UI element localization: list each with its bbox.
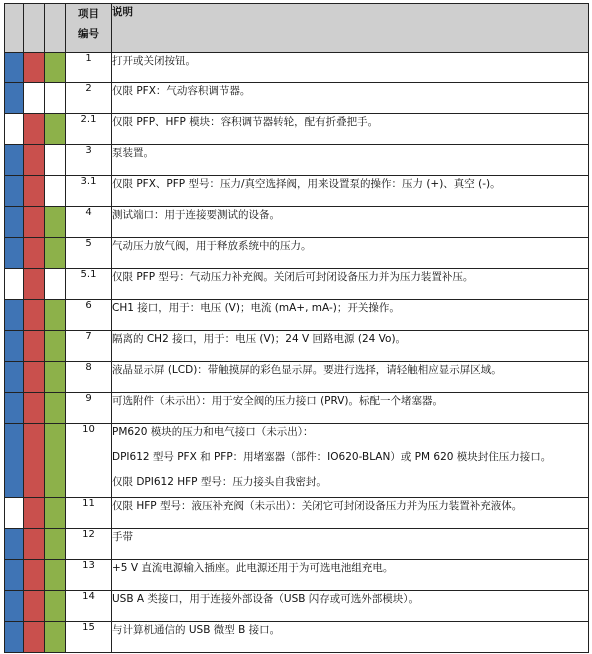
blue-marker (5, 300, 24, 331)
red-marker (24, 591, 45, 622)
item-description (112, 560, 589, 591)
description-line: 手带 (112, 531, 133, 543)
item-number: 13 (66, 560, 112, 591)
table-row (5, 529, 589, 560)
green-marker (45, 393, 66, 424)
red-marker (24, 83, 45, 114)
green-marker (45, 238, 66, 269)
table-header (5, 4, 589, 53)
item-number: 2.1 (66, 114, 112, 145)
table-body (5, 53, 589, 653)
blue-marker (5, 529, 24, 560)
blue-marker (5, 269, 24, 300)
item-number: 3 (66, 145, 112, 176)
blue-marker (5, 53, 24, 83)
blue-marker (5, 114, 24, 145)
item-description-table (4, 3, 589, 653)
blue-marker (5, 83, 24, 114)
header-item-number-line1: 项目 (78, 8, 99, 20)
item-description (112, 529, 589, 560)
table-row (5, 269, 589, 300)
blue-marker (5, 393, 24, 424)
table-row (5, 393, 589, 424)
item-number: 14 (66, 591, 112, 622)
header-item-number (66, 4, 112, 53)
blue-marker (5, 622, 24, 653)
description-line: 泵装置。 (112, 147, 154, 159)
item-description (112, 83, 589, 114)
description-line: 打开或关闭按钮。 (112, 55, 196, 67)
item-number: 1 (66, 53, 112, 83)
green-marker (45, 362, 66, 393)
red-marker (24, 529, 45, 560)
item-description (112, 238, 589, 269)
green-marker (45, 145, 66, 176)
description-line: CH1 接口，用于：电压 (V)；电流 (mA+, mA-)；开关操作。 (112, 302, 400, 314)
item-number: 5.1 (66, 269, 112, 300)
green-marker (45, 424, 66, 498)
blue-marker (5, 145, 24, 176)
blue-marker (5, 207, 24, 238)
red-marker (24, 207, 45, 238)
description-line: 液晶显示屏 (LCD)：带触摸屏的彩色显示屏。要进行选择，请轻触相应显示屏区域。 (112, 364, 502, 376)
table-row (5, 622, 589, 653)
green-marker (45, 529, 66, 560)
table-row (5, 331, 589, 362)
description-line: 测试端口：用于连接要测试的设备。 (112, 209, 280, 221)
header-red-column (24, 4, 45, 53)
item-description (112, 424, 589, 498)
red-marker (24, 145, 45, 176)
red-marker (24, 176, 45, 207)
item-number: 10 (66, 424, 112, 498)
description-line: DPI612 型号 PFX 和 PFP：用堵塞器（部件：IO620-BLAN）或 PM 620 模块封住压力接口。 (112, 451, 552, 463)
blue-marker (5, 591, 24, 622)
description-line: USB A 类接口，用于连接外部设备（USB 闪存或可选外部模块）。 (112, 593, 420, 605)
description-line: 与计算机通信的 USB 微型 B 接口。 (112, 624, 281, 636)
green-marker (45, 83, 66, 114)
red-marker (24, 393, 45, 424)
item-description (112, 591, 589, 622)
item-description (112, 331, 589, 362)
description-line: 仅限 PFP、HFP 模块：容积调节器转轮，配有折叠把手。 (112, 116, 379, 128)
blue-marker (5, 560, 24, 591)
item-number: 6 (66, 300, 112, 331)
green-marker (45, 560, 66, 591)
header-description: 说明 (112, 4, 589, 53)
item-number: 11 (66, 498, 112, 529)
table-row (5, 362, 589, 393)
description-line: 隔离的 CH2 接口，用于：电压 (V)；24 V 回路电源 (24 Vo)。 (112, 333, 407, 345)
header-green-column (45, 4, 66, 53)
red-marker (24, 560, 45, 591)
item-number: 9 (66, 393, 112, 424)
item-number: 4 (66, 207, 112, 238)
item-number: 12 (66, 529, 112, 560)
item-number: 3.1 (66, 176, 112, 207)
header-item-number-line2: 编号 (78, 28, 99, 40)
red-marker (24, 331, 45, 362)
description-line: 可选附件（未示出）：用于安全阀的压力接口 (PRV)。标配一个堵塞器。 (112, 395, 444, 407)
blue-marker (5, 362, 24, 393)
item-description (112, 145, 589, 176)
item-number: 8 (66, 362, 112, 393)
red-marker (24, 300, 45, 331)
table-row (5, 300, 589, 331)
description-line: 仅限 PFP 型号：气动压力补充阀。关闭后可封闭设备压力并为压力装置补压。 (112, 271, 474, 283)
item-description (112, 498, 589, 529)
table-row (5, 238, 589, 269)
green-marker (45, 331, 66, 362)
item-number: 2 (66, 83, 112, 114)
item-number: 15 (66, 622, 112, 653)
table-row (5, 83, 589, 114)
table-row (5, 424, 589, 498)
green-marker (45, 114, 66, 145)
table-row (5, 560, 589, 591)
item-description (112, 269, 589, 300)
header-blue-column (5, 4, 24, 53)
green-marker (45, 53, 66, 83)
item-description (112, 207, 589, 238)
blue-marker (5, 498, 24, 529)
green-marker (45, 269, 66, 300)
red-marker (24, 53, 45, 83)
item-description (112, 176, 589, 207)
description-line: +5 V 直流电源输入插座。此电源还用于为可选电池组充电。 (112, 562, 394, 574)
red-marker (24, 424, 45, 498)
red-marker (24, 269, 45, 300)
description-line: PM620 模块的压力和电气接口（未示出）： (112, 426, 314, 438)
green-marker (45, 176, 66, 207)
green-marker (45, 622, 66, 653)
red-marker (24, 114, 45, 145)
description-line: 仅限 PFX：气动容积调节器。 (112, 85, 251, 97)
blue-marker (5, 424, 24, 498)
item-number: 7 (66, 331, 112, 362)
item-description (112, 114, 589, 145)
header-row (5, 4, 589, 53)
table-row (5, 53, 589, 83)
green-marker (45, 591, 66, 622)
green-marker (45, 300, 66, 331)
description-line: 仅限 HFP 型号：液压补充阀（未示出）：关闭它可封闭设备压力并为压力装置补充液体。 (112, 500, 523, 512)
table-row (5, 207, 589, 238)
table-row (5, 145, 589, 176)
description-line: 仅限 PFX、PFP 型号：压力/真空选择阀，用来设置泵的操作：压力 (+)、真空 (-)。 (112, 178, 501, 190)
table-row (5, 114, 589, 145)
green-marker (45, 207, 66, 238)
table-row (5, 498, 589, 529)
blue-marker (5, 176, 24, 207)
red-marker (24, 498, 45, 529)
item-number: 5 (66, 238, 112, 269)
item-description (112, 622, 589, 653)
item-description (112, 393, 589, 424)
item-description (112, 300, 589, 331)
green-marker (45, 498, 66, 529)
red-marker (24, 362, 45, 393)
table-row (5, 176, 589, 207)
description-line: 仅限 DPI612 HFP 型号：压力接头自我密封。 (112, 476, 327, 488)
item-description (112, 362, 589, 393)
blue-marker (5, 238, 24, 269)
red-marker (24, 238, 45, 269)
item-description (112, 53, 589, 83)
table-row (5, 591, 589, 622)
description-line: 气动压力放气阀，用于释放系统中的压力。 (112, 240, 312, 252)
red-marker (24, 622, 45, 653)
blue-marker (5, 331, 24, 362)
